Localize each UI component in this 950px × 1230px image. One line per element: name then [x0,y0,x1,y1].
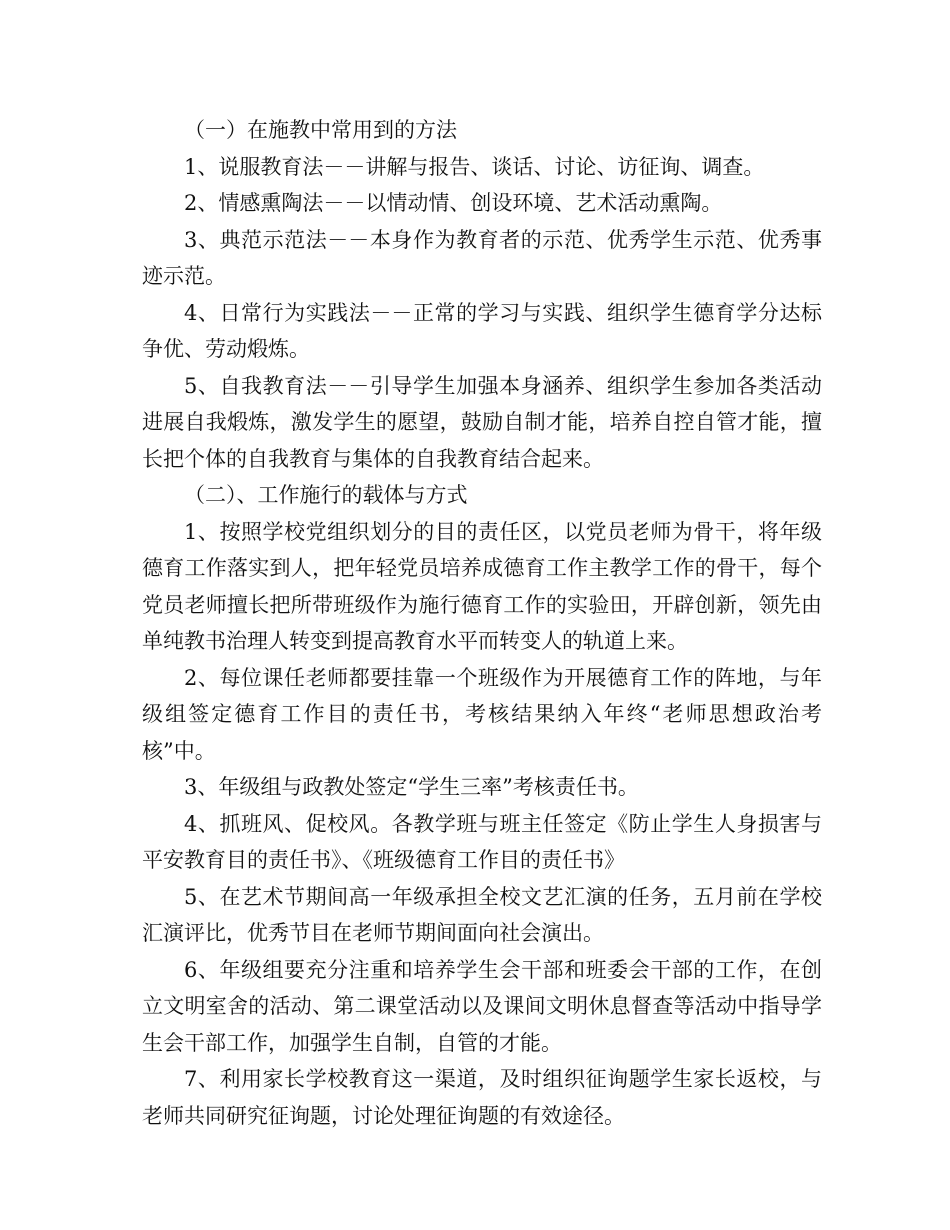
paragraph: 2、每位课任老师都要挂靠一个班级作为开展德育工作的阵地，与年级组签定德育工作目的责任书，考核结果纳入年终“老师思想政治考核”中。 [142,665,822,763]
section-heading-methods: （一）在施教中常用到的方法 [184,118,457,142]
paragraph: 5、在艺术节期间高一年级承担全校文艺汇演的任务，五月前在学校汇演评比，优秀节目在老师节期间面向社会演出。 [142,884,822,945]
paragraph: 4、日常行为实践法－－正常的学习与实践、组织学生德育学分达标争优、劳动煅炼。 [142,300,822,361]
paragraph: 7、利用家长学校教育这一渠道，及时组织征询题学生家长返校，与老师共同研究征询题，讨论处理征询题的有效途径。 [142,1067,822,1128]
paragraph: 2、情感熏陶法－－以情动情、创设环境、艺术活动熏陶。 [184,191,723,215]
paragraph: 4、抓班风、促校风。各教学班与班主任签定《防止学生人身损害与平安教育目的责任书》、《班级德育工作目的责任书》 [142,811,822,872]
paragraph: 1、说服教育法－－讲解与报告、谈话、讨论、访征询、调查。 [184,154,765,179]
document-body [142,112,822,1134]
section-heading-carriers: （二）、工作施行的载体与方式 [184,483,468,507]
paragraph: 6、年级组要充分注重和培养学生会干部和班委会干部的工作，在创立文明室舍的活动、第二课堂活动以及课间文明休息督查等活动中指导学生会干部工作，加强学生自制，自管的才能。 [142,957,822,1055]
paragraph: 1、按照学校党组织划分的目的责任区，以党员老师为骨干，将年级德育工作落实到人，把年轻党员培养成德育工作主教学工作的骨干，每个党员老师擅长把所带班级作为施行德育工作的实验田，开辟创新，领先由单纯教书治理人转变到提高教育水平而转变人的轨道上来。 [142,519,822,653]
paragraph: 3、典范示范法－－本身作为教育者的示范、优秀学生示范、优秀事迹示范。 [142,227,822,288]
paragraph: 3、年级组与政教处签定“学生三率”考核责任书。 [184,775,639,799]
paragraph: 5、自我教育法－－引导学生加强本身涵养、组织学生参加各类活动进展自我煅炼，激发学生的愿望，鼓励自制才能，培养自控自管才能，擅长把个体的自我教育与集体的自我教育结合起来。 [142,373,822,471]
